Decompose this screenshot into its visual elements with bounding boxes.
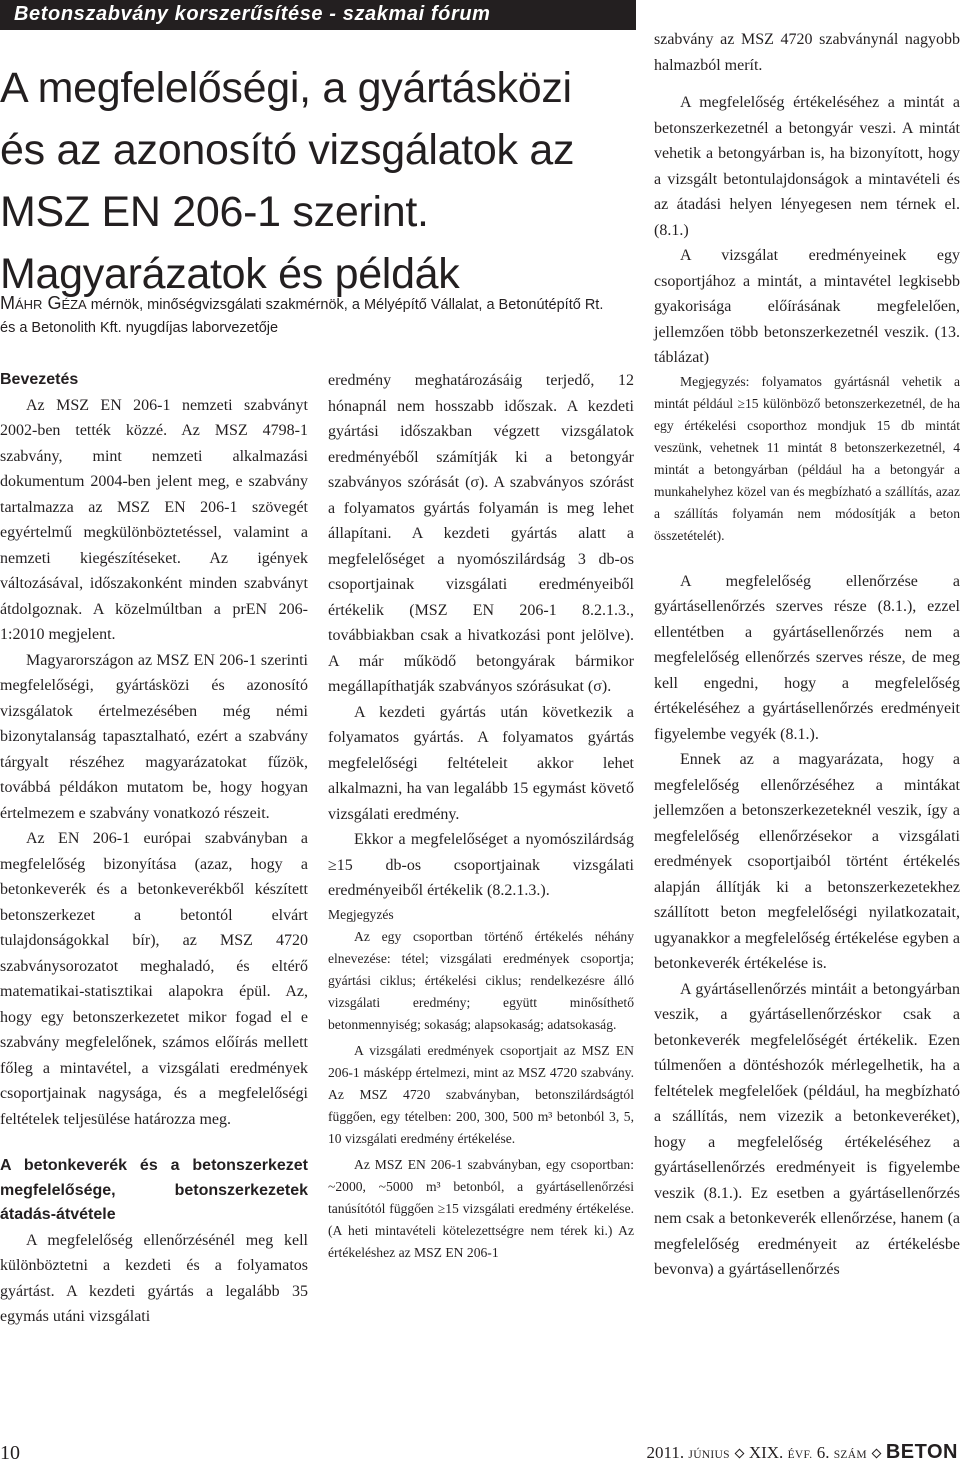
footer-issue: 6. bbox=[812, 1443, 834, 1462]
paragraph: A megfelelőség ellenőrzésénél meg kell különböztetni a kezdeti és a folyamatos gyártást. A kezdeti gyártás a legalább 35 egymás utáni vizsgálati bbox=[0, 1231, 308, 1325]
author-name: Máhr Géza bbox=[0, 293, 87, 313]
footer-month: JÚNIUS bbox=[688, 1449, 730, 1461]
section-heading-conformity: A betonkeverék és a betonszerkezet megfelelősége, betonszerkezetek átadás-átvétele bbox=[0, 1157, 308, 1223]
left-column bbox=[0, 368, 308, 1330]
paragraph: A megfelelőség ellenőrzése a gyártásellenőrzés szerves része (8.1.), ezzel ellentétben a gyártásellenőrzés nem a megfelelőség ellenőrzés szerves része, de meg kell engedni, hogy a megfelelőség értékeléséhez a gyártásellenőrzés eredményeit figyelembe vegyék (8.1.). bbox=[654, 572, 960, 743]
footer-volume: XIX. bbox=[748, 1443, 788, 1462]
section-heading-intro: Bevezetés bbox=[0, 371, 79, 388]
magazine-brand: BETON bbox=[885, 1441, 958, 1463]
note-paragraph: Megjegyzés: folyamatos gyártásnál vehetik a mintát például ≥15 különböző betonszerkezetnél, de ha egy értékelési csoporthoz mondjuk 15 db mintát veszünk, vehetnek 11 mintát 8 betonszerkezetnél, 4 mintát a betongyárban (például ha a betongyár a munkahelyhez közel van és megbízható a szállítás, azaz a szállítás folyamán nem módosítják a beton összetételét). bbox=[654, 373, 960, 543]
note-paragraph: A vizsgálati eredmények csoportjait az MSZ EN 206-1 másképp értelmezi, mint az MSZ 4720 szabvány. Az MSZ 4720 szabványban, betonszilárdságtól függően, egy tételben: 200, 300, 500 m³ betonból 3, 5, 10 vizsgálati eredmény értékelése. bbox=[328, 1042, 634, 1146]
footer-volume-label: ÉVF. bbox=[787, 1449, 813, 1461]
title-line: Magyarázatok és példák bbox=[0, 250, 460, 298]
footer-issue-info bbox=[647, 1441, 958, 1464]
paragraph: Ennek az a magyarázata, hogy a megfelelőség ellenőrzéséhez a mintákat jellemzően a betonszerkezeteknél veszik, így a megfelelőség ellenőrzésekor a vizsgálati eredmények csoportjaiból történt értékelés alapján állítják ki a betonszerkezetekhez szállított beton megfelelőségi nyilatkozatait, ugyanakkor a megfelelőség értékelése egyben a betonkeverék értékelése is. bbox=[654, 751, 960, 972]
author-byline bbox=[0, 292, 620, 340]
paragraph: eredmény meghatározásáig terjedő, 12 hónapnál nem hosszabb időszak. A kezdeti gyártási időszakban végzett vizsgálatok eredményéből számítják ki a betongyár szabványos szórását (σ). A szabványos szórást a folyamatos gyártás folyamán is meg lehet állapítani. A kezdeti gyártás alatt a megfelelőséget a nyomószilárdság 3 db-os csoportjainak vizsgálati eredményeiből értékelik (MSZ EN 206-1 8.2.1.3., továbbiakban csak a hivatkozási pont jelölve). A már működő betongyárak bármikor megállapíthatják szabványos szórásukat (σ). bbox=[328, 372, 634, 695]
footer-date: 2011. bbox=[646, 1443, 689, 1462]
section-banner bbox=[0, 0, 636, 30]
paragraph: szabvány az MSZ 4720 szabványnál nagyobb halmazból merít. bbox=[654, 31, 960, 74]
title-line: és az azonosító vizsgálatok az bbox=[0, 126, 575, 174]
banner-text: Betonszabvány korszerűsítése - szakmai fórum bbox=[14, 3, 491, 25]
paragraph: Magyarországon az MSZ EN 206-1 szerinti megfelelőségi, gyártásközi és azonosító vizsgálatok értelmezésében még némi bizonytalanság tapasztalható, ezért a szabvány tárgyalt részéhez magyarázatokat fűzök, továbbá példákon mutatom be, hogy hogyan értelmezem e szabvány vonatkozó részeit. bbox=[0, 651, 308, 822]
footer-issue-label: SZÁM bbox=[833, 1449, 867, 1461]
paragraph: Az MSZ EN 206-1 nemzeti szabványt 2002-ben tették közzé. Az MSZ 4798-1 szabvány, mint nemzeti alkalmazási dokumentum 2004-ben jelent meg, e szabvány tartalmazza az MSZ EN 206-1 szövegét egyértelmű megkülönböztetéssel, valamint a nemzeti kiegészítéseket. Az igények változásával, időszakonként minden szabványt átdolgoznak. A közelmúltban a prEN 206-1:2010 megjelent. bbox=[0, 396, 308, 643]
note-label: Megjegyzés bbox=[328, 906, 394, 922]
note-paragraph: Az egy csoportban történő értékelés néhány elnevezése: tétel; vizsgálati eredmények csoportja; gyártási ciklus; értékelési ciklus; rendelkezésre álló vizsgálati eredmény; együtt minősíthető betonmennyiség; sokaság; alapsokaság; adatsokaság. bbox=[328, 928, 634, 1032]
paragraph: A vizsgálat eredményeinek egy csoportjához a mintát, a mintavétel legkisebb gyakorisága előírásának megfelelően, jellemzően több betonszerkezetnél veszik. (13. táblázat) bbox=[654, 247, 960, 366]
title-line: MSZ EN 206-1 szerint. bbox=[0, 188, 429, 236]
title-line: A megfelelőségi, a gyártásközi bbox=[0, 64, 572, 112]
paragraph: A megfelelőség értékeléséhez a mintát a betonszerkezetnél a betongyár veszi. A mintát vehetik a betongyárban is, ha bizonyított, hogy a vizsgált betontulajdonságok a mintavételi és az átadási helyen lényegesen nem térnek el. (8.1.) bbox=[654, 94, 960, 239]
article-title bbox=[0, 57, 640, 305]
paragraph: A kezdeti gyártás után következik a folyamatos gyártás. A folyamatos gyártás megfelelőségi feltételeit akkor lehet alkalmazni, ha van legalább 15 egymást követő vizsgálati eredmény. bbox=[328, 703, 634, 823]
right-column bbox=[654, 27, 960, 1283]
diamond-separator-icon bbox=[871, 1448, 881, 1458]
note-paragraph: Az MSZ EN 206-1 szabványban, egy csoportban: ~2000, ~5000 m³ betonból, a gyártásellenőrzési tanúsítótól függően ≥15 vizsgálati eredmény értékelése. (A heti mintavételi kötelezettségre nem térek ki.) Az értékeléshez az MSZ EN 206-1 bbox=[328, 1156, 634, 1260]
paragraph: A gyártásellenőrzés mintáit a betongyárban veszik, a gyártásellenőrzéskor csak a betonkeverék megfelelőségét értékelik. Ezen túlmenően a döntéshozók mérlegelhetik, ha a feltételek megfelelőek (például, ha megbízható a szállítás, nem vizezik a betonkeveréket), hogy a megfelelőség értékeléséhez a gyártásellenőrzés eredményeit is figyelembe veszik (8.1.). Ez esetben a gyártásellenőrzés nem csak a betonkeverék ellenőrzése, hanem (a megfelelőség eredményeit az értékelésbe bevonva) a gyártásellenőrzés bbox=[654, 980, 960, 1278]
page-number: 10 bbox=[0, 1442, 20, 1464]
middle-column bbox=[328, 368, 634, 1264]
paragraph: Ekkor a megfelelőséget a nyomószilárdság ≥15 db-os csoportjainak vizsgálati eredményeiből értékelik (8.2.1.3.). bbox=[328, 831, 634, 899]
diamond-separator-icon bbox=[734, 1448, 744, 1458]
paragraph: Az EN 206-1 európai szabványban a megfelelőség bizonyítása (azaz, hogy a betonkeverék és a betonkeverékből készített betonszerkezet a betontól elvárt tulajdonságokkal bír), az MSZ 4720 szabványsorozatot meghaladó, és eltérő matematikai-statisztikai alapokra épül. Az, hogy egy betonszerkezetet mikor fogad el e szabvány megfelelőnek, számos előírás mellett főleg a mintavétel, a vizsgálati eredmények csoportjainak nagysága, és a megfelelőségi feltételek teljesülése határozza meg. bbox=[0, 830, 308, 1128]
author-details: mérnök, minőségvizsgálati szakmérnök, a Mélyépítő Vállalat, a Betonútépítő Rt. és a Betonolith Kft. nyugdíjas laborvezetője bbox=[0, 297, 604, 336]
